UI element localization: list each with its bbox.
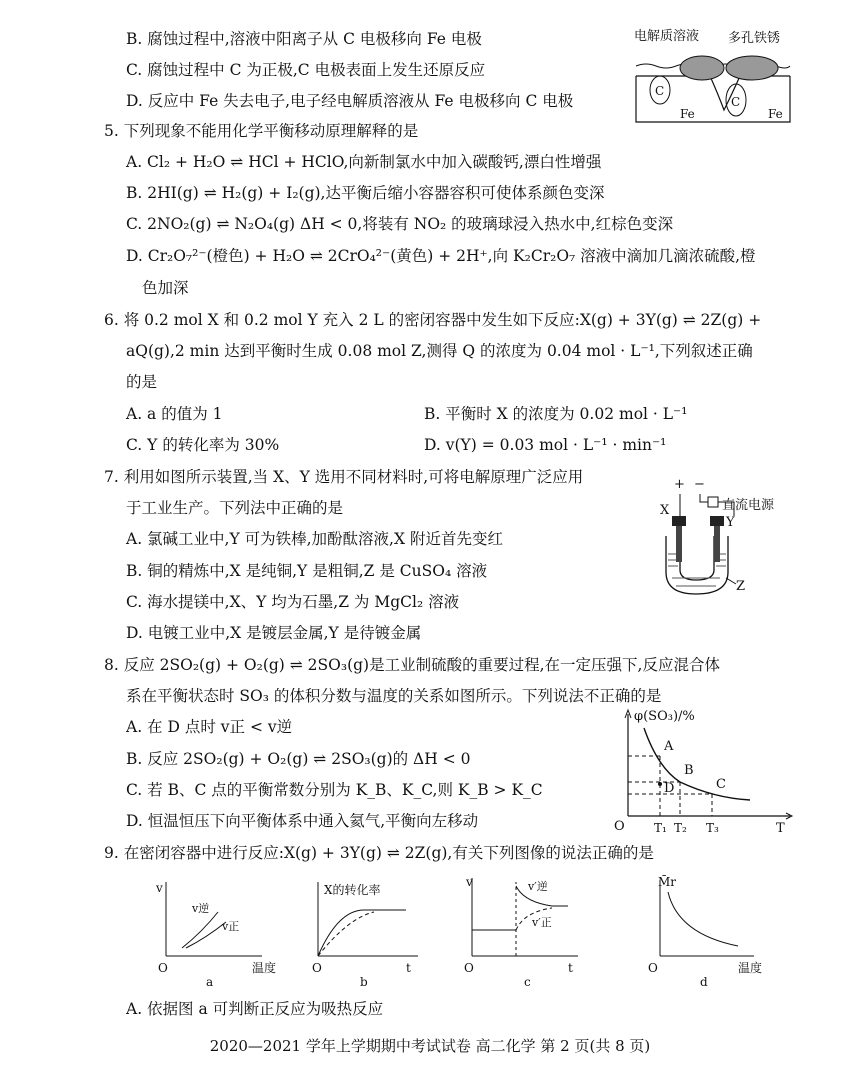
fig8-t2: T₂: [674, 821, 687, 835]
q9-stem: 9. 在密闭容器中进行反应:X(g) + 3Y(g) ⇌ 2Z(g),有关下列图像的说法正确的是: [104, 844, 654, 862]
q6-stem: 6. 将 0.2 mol X 和 0.2 mol Y 充入 2 L 的密闭容器中发生如下反应:X(g) + 3Y(g) ⇌ 2Z(g) +: [104, 311, 762, 329]
fig8-label-c: C: [716, 777, 726, 792]
q5-option-c: C. 2NO₂(g) ⇌ N₂O₄(g) ΔH < 0,将装有 NO₂ 的玻璃球浸入热水中,红棕色变深: [126, 215, 674, 233]
fig9-graph-d: [642, 872, 782, 988]
q7-stem: 7. 利用如图所示装置,当 X、Y 选用不同材料时,可将电解原理广泛应用: [104, 468, 584, 486]
q8-stem-cont: 系在平衡状态时 SO₃ 的体积分数与温度的关系如图所示。下列说法不正确的是: [126, 687, 662, 705]
fig8-axes: [628, 714, 790, 816]
q6-option-b: B. 平衡时 X 的浓度为 0.02 mol · L⁻¹: [424, 405, 688, 423]
fig9a-label-2: v正: [222, 920, 240, 933]
fig7-electrode-y: [714, 526, 720, 562]
fig7-x-label: X: [660, 503, 670, 518]
fig7-plus: +: [674, 477, 685, 492]
q9-option-a: A. 依据图 a 可判断正反应为吸热反应: [126, 1000, 384, 1018]
fig9c-xlabel: t: [568, 961, 573, 975]
fig9a-label-1: v逆: [192, 902, 210, 915]
fig9c-label-1: v′逆: [528, 880, 548, 893]
q4-option-b: B. 腐蚀过程中,溶液中阳离子从 C 电极移向 Fe 电极: [126, 30, 482, 48]
q6-stem-cont: aQ(g),2 min 达到平衡时生成 0.08 mol Z,测得 Q 的浓度为 0.04 mol · L⁻¹,下列叙述正确: [126, 342, 753, 360]
page-footer: 2020—2021 学年上学期期中考试试卷 高二化学 第 2 页(共 8 页): [209, 1037, 651, 1055]
q8-option-b: B. 反应 2SO₂(g) + O₂(g) ⇌ 2SO₃(g)的 ΔH < 0: [126, 750, 471, 768]
fig9c-axes: [472, 878, 578, 956]
fig9a-origin: O: [158, 961, 168, 975]
fig9a-ylabel: v: [156, 881, 163, 895]
fig9b-caption: b: [360, 975, 368, 988]
fig4-c-left: C: [655, 84, 665, 98]
fig8-xlabel: T: [776, 821, 785, 836]
fig9-graph-c: [460, 872, 590, 988]
fig9d-xlabel: 温度: [738, 961, 763, 975]
q8-option-d: D. 恒温恒压下向平衡体系中通入氦气,平衡向左移动: [126, 812, 479, 830]
fig9-graph-b: [308, 876, 428, 988]
q6-stem-end: 的是: [126, 373, 158, 391]
fig8-label-d: D: [664, 781, 675, 796]
q7-option-b: B. 铜的精炼中,X 是纯铜,Y 是粗铜,Z 是 CuSO₄ 溶液: [126, 562, 488, 580]
fig9c-label-2: v′正: [532, 916, 552, 929]
q7-option-a: A. 氯碱工业中,Y 可为铁棒,加酚酞溶液,X 附近首先变红: [126, 530, 503, 548]
fig7-z-pointer: [726, 578, 736, 584]
q7-option-c: C. 海水提镁中,X、Y 均为石墨,Z 为 MgCl₂ 溶液: [126, 593, 460, 611]
fig4-rust-left: [680, 56, 724, 80]
fig9d-ylabel: M̄r: [658, 875, 677, 889]
q5-option-d-cont: 色加深: [142, 279, 189, 297]
fig7-source-label: 直流电源: [722, 498, 775, 513]
q7-stem-cont: 于工业生产。下列法中正确的是: [126, 499, 344, 517]
fig9-graph-a: [152, 876, 292, 988]
fig8-label-a: A: [664, 739, 674, 754]
corrosion-figure: [628, 24, 798, 126]
q6-option-c: C. Y 的转化率为 30%: [126, 436, 280, 454]
fig9d-curve: [668, 892, 738, 946]
fig4-fe-left: Fe: [680, 107, 695, 121]
fig4-label-electrolyte: 电解质溶液: [634, 29, 700, 44]
fig9a-axes: [166, 882, 262, 956]
fig9b-curve-dashed: [318, 912, 374, 956]
fig8-t3: T₃: [706, 821, 719, 835]
fig9b-ylabel: X的转化率: [324, 883, 381, 897]
fig9b-xlabel: t: [406, 961, 411, 975]
electrolysis-figure: [652, 474, 800, 602]
fig9c-caption: c: [524, 975, 531, 988]
q8-option-a: A. 在 D 点时 v正 < v逆: [126, 718, 293, 736]
fig8-origin: O: [614, 819, 625, 834]
so3-temperature-figure: [610, 704, 800, 836]
fig9a-xlabel: 温度: [252, 961, 277, 975]
q5-option-a: A. Cl₂ + H₂O ⇌ HCl + HClO,向新制氯水中加入碳酸钙,漂白性增强: [126, 153, 602, 171]
q8-stem: 8. 反应 2SO₂(g) + O₂(g) ⇌ 2SO₃(g)是工业制硫酸的重要过程,在一定压强下,反应混合体: [104, 656, 720, 674]
fig7-stopper-x: [672, 516, 686, 526]
q5-stem: 5. 下列现象不能用化学平衡移动原理解释的是: [104, 122, 419, 140]
fig9c-ylabel: v: [466, 875, 473, 889]
q5-option-b: B. 2HI(g) ⇌ H₂(g) + I₂(g),达平衡后缩小容器容积可使体系颜色变深: [126, 184, 605, 202]
fig8-t1: T₁: [654, 821, 667, 835]
q7-option-d: D. 电镀工业中,X 是镀层金属,Y 是待镀金属: [126, 624, 422, 642]
fig9a-caption: a: [206, 975, 214, 988]
fig8-label-b: B: [684, 763, 694, 778]
q5-option-d: D. Cr₂O₇²⁻(橙色) + H₂O ⇌ 2CrO₄²⁻(黄色) + 2H⁺,向 K₂Cr₂O₇ 溶液中滴加几滴浓硫酸,橙: [126, 247, 756, 265]
q6-option-d: D. v(Y) = 0.03 mol · L⁻¹ · min⁻¹: [424, 436, 667, 454]
fig7-stopper-y: [710, 516, 724, 526]
fig7-power-source: [708, 497, 718, 507]
fig8-ylabel: φ(SO₃)/%: [634, 709, 695, 724]
fig4-c-right: C: [731, 95, 741, 109]
fig8-arrows: [625, 710, 792, 819]
fig7-z-label: Z: [736, 579, 746, 594]
q4-option-d: D. 反应中 Fe 失去电子,电子经电解质溶液从 Fe 电极移向 C 电极: [126, 92, 574, 110]
q6-option-a: A. a 的值为 1: [126, 405, 223, 423]
fig7-u-tube-inner: [680, 536, 714, 580]
fig9c-origin: O: [464, 961, 474, 975]
fig4-fe-right: Fe: [768, 107, 783, 121]
fig9b-origin: O: [312, 961, 322, 975]
fig4-rust-right: [726, 56, 778, 80]
fig9d-axes: [660, 880, 754, 956]
fig4-label-rust: 多孔铁锈: [728, 31, 781, 46]
fig7-minus: −: [694, 477, 705, 492]
q4-option-c: C. 腐蚀过程中 C 为正极,C 电极表面上发生还原反应: [126, 61, 486, 79]
fig9d-caption: d: [700, 975, 708, 988]
q8-option-c: C. 若 B、C 点的平衡常数分别为 K_B、K_C,则 K_B > K_C: [126, 781, 543, 799]
fig7-y-label: Y: [726, 515, 735, 530]
fig9d-origin: O: [648, 961, 658, 975]
fig8-point-d: [658, 782, 662, 786]
fig9a-curve-1: [182, 912, 218, 948]
fig7-electrode-x: [676, 526, 682, 562]
